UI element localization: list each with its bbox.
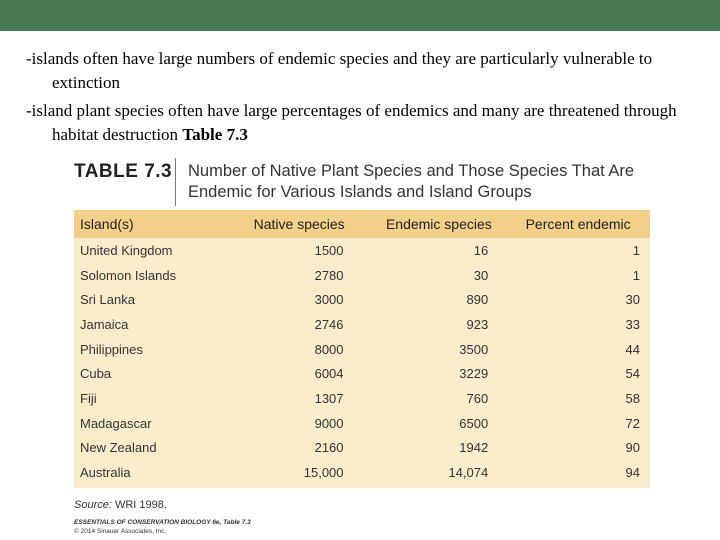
column-header: Native species [253,216,345,232]
data-table [74,210,650,485]
island-name-cell: Australia [80,465,131,481]
value-cell: 1 [632,267,640,283]
value-cell: 8000 [314,341,344,357]
credit-book: ESSENTIALS OF CONSERVATION BIOLOGY 6e, Table 7.3 [74,519,251,526]
value-cell: 2160 [314,440,344,456]
island-name-cell: New Zealand [80,440,157,456]
bullet-list [26,47,706,151]
value-cell: 94 [625,465,640,481]
table-row [74,361,650,386]
value-cell: 890 [466,292,489,308]
value-cell: 1942 [459,440,489,456]
table-header-row [74,210,650,238]
island-name-cell: Cuba [80,366,112,382]
source-note [74,499,167,511]
value-cell: 30 [625,292,640,308]
value-cell: 90 [625,440,640,456]
value-cell: 14,074 [448,465,489,481]
source-label: Source: [74,499,112,511]
table-row [74,337,650,362]
bullet-text: -islands often have large numbers of endemic species and they are particularly vulnerable to extinction [26,49,653,92]
value-cell: 3500 [459,341,489,357]
value-cell: 3000 [314,292,344,308]
value-cell: 16 [473,242,489,258]
value-cell: 923 [466,316,489,332]
table-row [74,238,650,263]
value-cell: 58 [625,390,640,406]
value-cell: 30 [473,267,489,283]
island-name-cell: Philippines [80,341,143,357]
data-table-panel [74,210,650,488]
source-text: WRI 1998. [111,499,167,511]
table-label: TABLE 7.3 [74,161,173,182]
bullet-item [26,47,706,95]
column-header: Percent endemic [525,216,631,232]
value-cell: 3229 [459,366,489,382]
value-cell: 6500 [459,415,489,431]
value-cell: 1307 [314,390,344,406]
island-name-cell: Sri Lanka [80,292,135,308]
value-cell: 54 [625,366,640,382]
value-cell: 15,000 [303,465,344,481]
book-credit [74,518,251,536]
table-row [74,287,650,312]
table-row [74,386,650,411]
value-cell: 33 [625,316,640,332]
table-row [74,411,650,436]
value-cell: 9000 [314,415,344,431]
value-cell: 2780 [314,267,344,283]
bullet-text: -island plant species often have large percentages of endemics and many are threatened through habitat destruction [26,101,677,144]
island-name-cell: Jamaica [80,316,129,332]
credit-copyright: © 2014 Sinauer Associates, Inc. [74,528,167,535]
table-row [74,460,650,485]
value-cell: 2746 [314,316,344,332]
island-name-cell: Solomon Islands [80,267,177,283]
table-row [74,436,650,461]
table-header-block [74,158,650,206]
column-header: Endemic species [385,216,492,232]
table-row [74,263,650,288]
value-cell: 1500 [314,242,344,258]
value-cell: 72 [625,415,640,431]
table-reference: Table 7.3 [182,125,248,144]
title-divider [175,158,176,206]
island-name-cell: Madagascar [80,415,152,431]
island-name-cell: Fiji [80,390,97,406]
value-cell: 6004 [314,366,344,382]
table-row [74,312,650,337]
top-accent-bar [0,0,720,31]
bullet-item [26,99,706,147]
column-header: Island(s) [80,216,134,232]
value-cell: 1 [632,242,640,258]
value-cell: 44 [625,341,640,357]
table-title: Number of Native Plant Species and Those Species That Are Endemic for Various Islands and Island Groups [188,162,635,201]
island-name-cell: United Kingdom [80,242,173,258]
value-cell: 760 [466,390,489,406]
